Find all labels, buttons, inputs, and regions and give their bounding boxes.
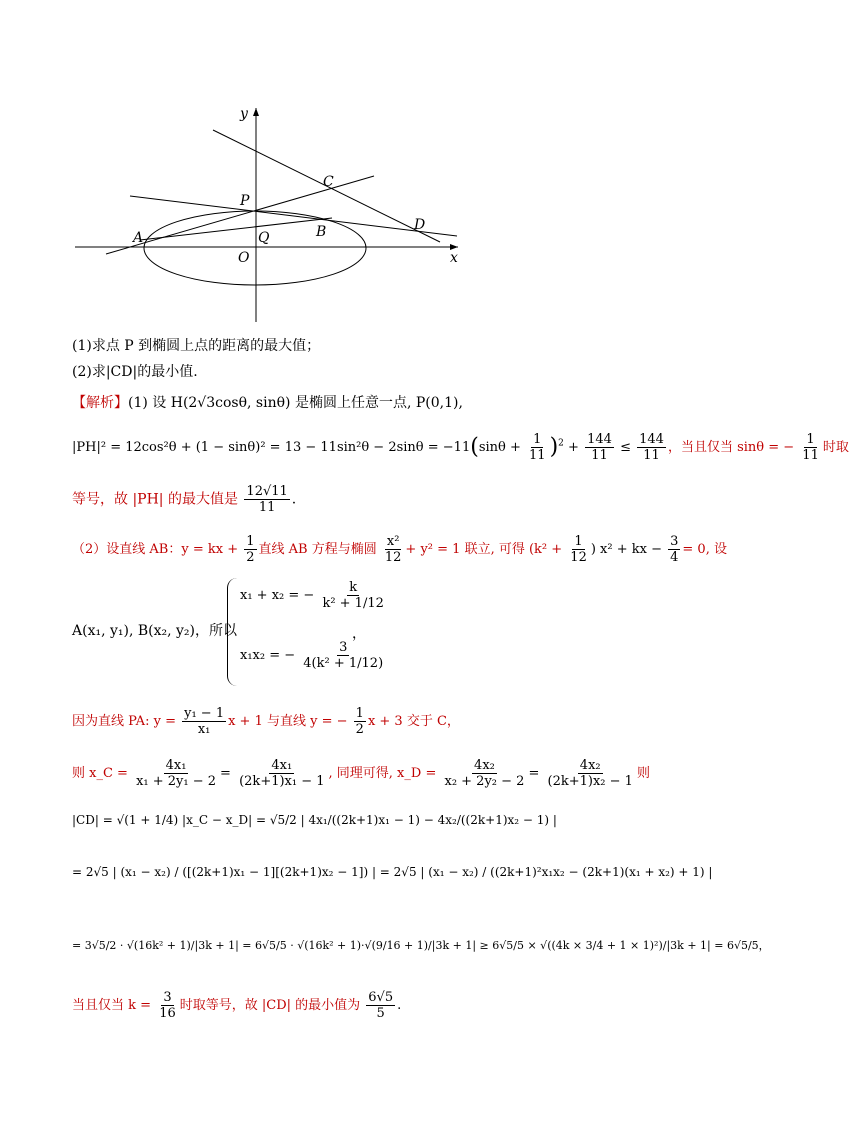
fraction: $\frac{\text{x²}}{12}$ [384, 534, 402, 565]
label-D: D [414, 217, 426, 233]
fraction: $\frac{3}{4}$ [670, 534, 679, 565]
system-label: A(x₁, y₁), B(x₂, y₂)，所以 [72, 623, 238, 639]
ellipse [144, 211, 366, 285]
final-conclusion [72, 990, 401, 1021]
part1-intro-text: (1) 设 H(2√3cosθ, sinθ) 是椭圆上任意一点, P(0,1), [128, 395, 463, 411]
eq-segment: + [568, 440, 579, 455]
fraction: $\frac{1}{11}$ [802, 432, 819, 463]
fraction: $\frac{\text{4x₂}}{\text{x₂ + 2y₂ − 2}}$ [444, 758, 525, 789]
eq-segment: x₁x₂ = − [240, 648, 296, 663]
label-B: B [316, 224, 327, 240]
fraction: $\frac{144}{11}$ [587, 432, 612, 463]
fraction: $\frac{1}{12}$ [570, 534, 587, 565]
conclusion-text: 等号，故 |PH| 的最大值是 [72, 491, 238, 508]
period: . [291, 491, 297, 508]
fraction: $\frac{1}{11}$ [529, 432, 546, 463]
line-text: ) x² + kx − [590, 542, 662, 557]
line-text: （2）设直线 AB：y = kx + [72, 542, 239, 557]
line-text: x + 3 交于 C， [367, 714, 460, 729]
eq-segment: ，当且仅当 sinθ = − [667, 440, 795, 455]
system-brace [227, 578, 238, 686]
fraction: $\frac{\text{4x₂}}{\text{(2k+1)x₂ − 1}}$ [547, 758, 633, 789]
question-2: (2)求|CD|的最小值. [72, 364, 198, 380]
label-Q: Q [258, 230, 270, 246]
line-text: = 0, 设 [682, 542, 727, 557]
line-text: 当且仅当 k = [72, 998, 152, 1013]
label-x: x [450, 250, 458, 266]
geometry-figure [90, 95, 480, 325]
system-eq1 [240, 580, 388, 611]
label-C: C [323, 174, 334, 190]
line-text: 则 x_C = [72, 766, 128, 781]
label-O: O [238, 250, 250, 266]
system-eq2 [240, 640, 387, 671]
line-A-P-C [106, 176, 374, 254]
label-y: y [240, 106, 248, 122]
fraction: $\frac{1}{2}$ [246, 534, 255, 565]
eq-segment: 时取 [822, 440, 849, 455]
line-text: 因为直线 PA: y = [72, 714, 176, 729]
period: . [397, 998, 402, 1013]
line-xC-xD [72, 758, 650, 789]
fraction: $\frac{1}{2}$ [355, 706, 364, 737]
equals: = [220, 766, 231, 781]
fraction: $\frac{144}{11}$ [639, 432, 664, 463]
line-text: + y² = 1 联立, 可得 (k² + [405, 542, 563, 557]
cd-equation-1: |CD| = √(1 + 1/4) |x_C − x_D| = √5/2 | 4x₁/((2k+1)x₁ − 1) − 4x₂/((2k+1)x₂ − 1) | [72, 813, 557, 827]
line-PA [72, 706, 460, 737]
solution-part2-line1 [72, 534, 727, 565]
line-text: 时取等号，故 |CD| 的最小值为 [179, 998, 361, 1013]
solution-part1-equation: |PH|² = 12cos²θ + (1 − sinθ)² = 13 − 11sin²θ − 2sinθ = −11(sinθ + $\frac{1}{11}$ )$^2$ + $\frac{144}{11}$ ≤ $\frac{144}{11}$ ，当且仅当 sinθ = − $\frac{1}{11}$ 时取 [72, 432, 849, 463]
equals: = [528, 766, 540, 781]
fraction: $\frac{3}{\text{4(k² + 1/12)}}$ [303, 640, 384, 671]
eq-segment: ≤ [620, 440, 631, 455]
label-P: P [240, 193, 250, 209]
fraction: $\frac{6√5}{5}$ [368, 990, 394, 1021]
solution-part1-conclusion [72, 484, 296, 515]
y-axis-arrow [253, 108, 259, 116]
eq-segment: x₁ + x₂ = − [240, 588, 315, 603]
cd-equation-2: = 2√5 | (x₁ − x₂) / ([(2k+1)x₁ − 1][(2k+1)x₂ − 1]) | = 2√5 | (x₁ − x₂) / ((2k+1)²x₁x₂ − (2k+1)(x₁ + x₂) + 1) | [72, 865, 713, 879]
label-A: A [133, 230, 144, 246]
solution-tag: 【解析】 [72, 395, 128, 411]
line-A-B [140, 218, 332, 240]
fraction: $\frac{k}{\text{k² + 1/12}}$ [322, 580, 384, 611]
fraction: $\frac{12√11}{11}$ [246, 484, 288, 515]
line-text: x + 1 与直线 y = − [228, 714, 348, 729]
solution-part1-intro [72, 393, 463, 413]
eq-segment: sinθ + [478, 440, 521, 455]
system-end: ， [352, 626, 366, 642]
line-text: 则 [636, 766, 650, 781]
line-text: , 同理可得, x_D = [328, 766, 437, 781]
fraction: $\frac{\text{4x₁}}{\text{x₁ + 2y₁ − 2}}$ [136, 758, 217, 789]
question-1: (1)求点 P 到椭圆上点的距离的最大值； [72, 338, 321, 354]
cd-equation-3: = 3√5/2 · √(16k² + 1)/|3k + 1| = 6√5/5 · √(16k² + 1)·√(9/16 + 1)/|3k + 1| ≥ 6√5/5 × √((4k × 3/4 + 1 × 1)²)/|3k + 1| = 6√5/5， [72, 939, 770, 952]
line-through-P-D [130, 196, 457, 236]
eq-segment: |PH|² = 12cos²θ + (1 − sinθ)² = 13 − 11sin²θ − 2sinθ = −11 [72, 440, 471, 455]
fraction: $\frac{3}{16}$ [159, 990, 176, 1021]
fraction: $\frac{\text{y₁ − 1}}{\text{x₁}}$ [184, 706, 225, 737]
fraction: $\frac{\text{4x₁}}{\text{(2k+1)x₁ − 1}}$ [239, 758, 325, 789]
line-text: 直线 AB 方程与椭圆 [258, 542, 377, 557]
